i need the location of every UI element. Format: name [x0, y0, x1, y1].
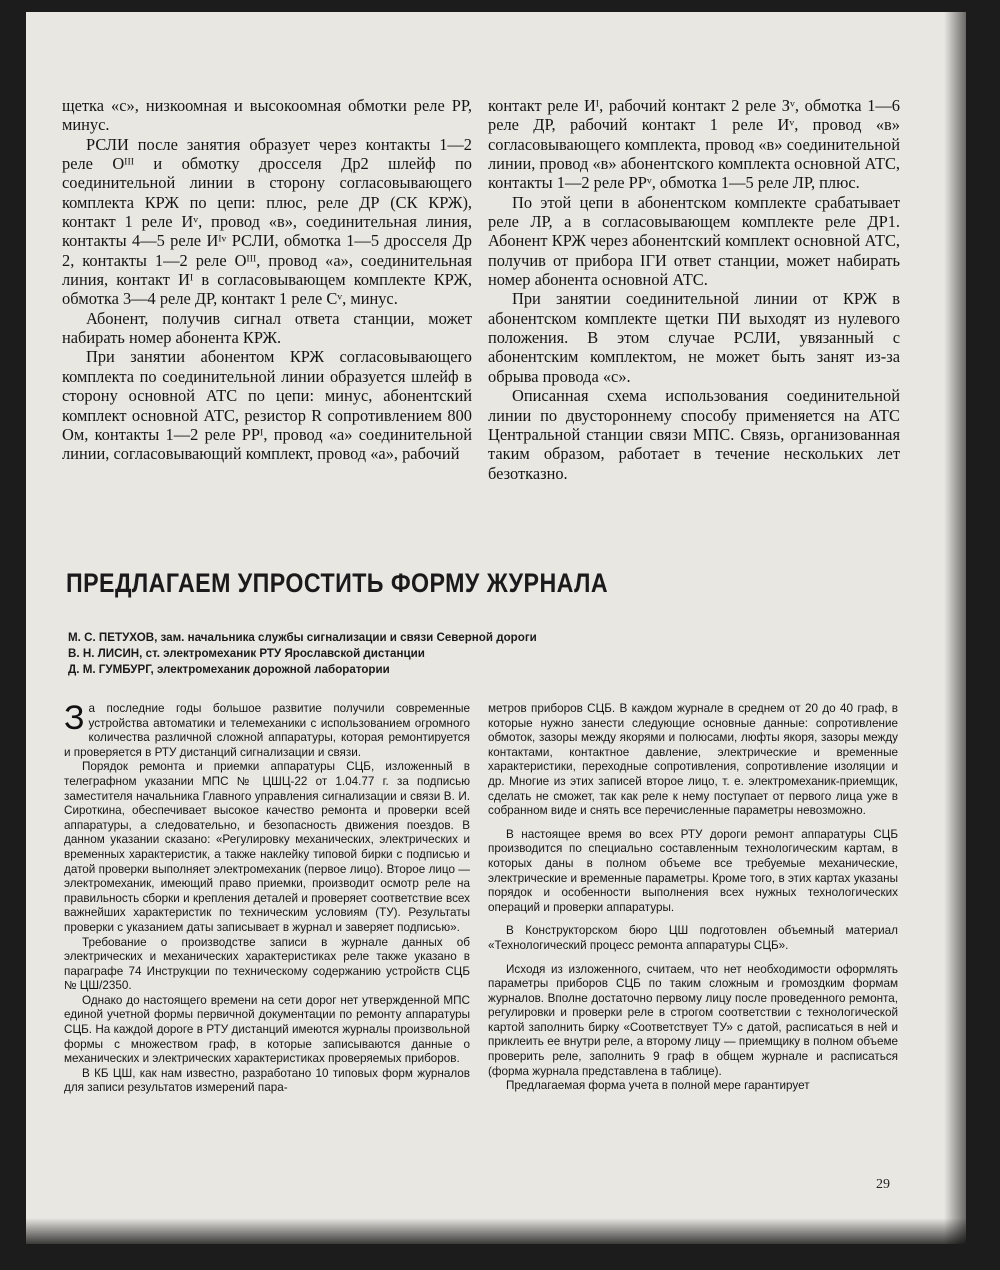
- bottom-left-column: [64, 699, 470, 1096]
- drop-cap: З: [64, 699, 85, 737]
- author-line: М. С. ПЕТУХОВ, зам. начальника службы сигнализации и связи Северной дороги: [68, 631, 537, 644]
- paragraph: Абонент, получив сигнал ответа станции, может набирать номер абонента КРЖ.: [62, 308, 472, 348]
- paragraph: щетка «с», низкоомная и высокоомная обмотки реле РР, минус.: [62, 96, 472, 135]
- paragraph: контакт реле Иᴵ, рабочий контакт 2 реле Зᵛ, обмотка 1—6 реле ДР, рабочий контакт 1 реле Иᵛ, провод «в» согласовывающего комплекта, провод «в» соединительной линии, провод «в» абонентского комплекта основной АТС, контакты 1—2 реле РРᵛ, обмотка 1—5 реле ЛР, плюс.: [488, 96, 900, 193]
- page-number: 29: [876, 1177, 890, 1192]
- scan-edge-shadow: [26, 1218, 966, 1244]
- magazine-page: [26, 12, 966, 1244]
- paragraph: В настоящее время во всех РТУ дороги ремонт аппаратуры СЦБ производится по специально составленным технологическим картам, в которых даны в полном объеме все требуемые механические, электрические и временные параметры. Кроме того, в этих картах указаны порядок и особенности выполнения всех нужных технологических операций и проверки аппаратуры.: [488, 827, 898, 914]
- paragraph: Описанная схема использования соединительной линии по двустороннему способу применяется на АТС Центральной станции связи МПС. Связь, организованная таким образом, работает в течение нескольких лет безотказно.: [488, 386, 900, 483]
- author-line: В. Н. ЛИСИН, ст. электромеханик РТУ Ярославской дистанции: [68, 647, 425, 660]
- paragraph: Исходя из изложенного, считаем, что нет необходимости оформлять параметры приборов СЦБ по таким сложным и громоздким формам журналов. Вполне достаточно первому лицу после проведенного ремонта, регулировки и проверки реле в строгом соответствии с технологической картой заполнить бирку «Соответствует ТУ» с датой, расписаться в ней и приклеить ее внутри реле, а второму лицу — приемщику в полном объеме проверить реле, заполнить 9 граф в общем журнале и расписаться (форма журнала представлена в таблице).: [488, 962, 898, 1078]
- article-headline: ПРЕДЛАГАЕМ УПРОСТИТЬ ФОРМУ ЖУРНАЛА: [66, 568, 609, 598]
- binding-shadow: [944, 12, 966, 1244]
- paragraph: При занятии соединительной линии от КРЖ в абонентском комплекте щетки ПИ выходят из нулевого положения. В этом случае РСЛИ, увязанный с абонентским комплектом, не может быть занят из-за обрыва провода «с».: [488, 289, 900, 386]
- paragraph: Требование о производстве записи в журнале данных об электрических и механических характеристиках реле также указано в параграфе 74 Инструкции по техническому содержанию устройств СЦБ № ЦШ/2350.: [64, 935, 470, 993]
- paragraph: Порядок ремонта и приемки аппаратуры СЦБ, изложенный в телеграфном указании МПС № ЦШЦ-22 от 1.04.77 г. за подписью заместителя начальника Главного управления сигнализации и связи В. И. Сироткина, обеспечивает высокое качество ремонта и проверки всей аппаратуры, а следовательно, и безопасность движения поездов. В данном указании сказано: «Регулировку механических, электрических и временных характеристик, а также наклейку типовой бирки с подписью и датой проверки выполняет электромеханик (первое лицо). Второе лицо — электромеханик, имеющий право приемки, производит осмотр реле на правильность сборки и крепления деталей и проверяет соответствие всех важнейших характеристик по техническим условиям (ТУ). Результаты проверки с указанием даты записывает в журнал и заверяет подписью».: [64, 760, 470, 934]
- paragraph: Предлагаемая форма учета в полной мере гарантирует: [506, 1079, 810, 1093]
- paragraph: В Конструкторском бюро ЦШ подготовлен объемный материал «Технологический процесс ремонта аппаратуры СЦБ».: [488, 924, 898, 952]
- paragraph: В КБ ЦШ, как нам известно, разработано 10 типовых форм журналов для записи результатов измерений пара-: [64, 1066, 470, 1095]
- bottom-right-column: [488, 702, 898, 1094]
- paragraph: Однако до настоящего времени на сети дорог нет утвержденной МПС единой учетной формы первичной документации по ремонту аппаратуры СЦБ. На каждой дороге в РТУ дистанций имеются журналы произвольной формы с множеством граф, в которые записываются данные о механических и электрических характеристиках проверяемых приборов.: [64, 993, 470, 1066]
- lead-text: а последние годы большое развитие получили современные устройства автоматики и телемеханики с использованием огромного количества различной сложной аппаратуры, которая ремонтируется и проверяется в РТУ дистанций сигнализации и связи.: [64, 702, 470, 759]
- lead-paragraph: [64, 699, 470, 760]
- paragraph: метров приборов СЦБ. В каждом журнале в среднем от 20 до 40 граф, в которые нужно занести следующие основные данные: сопротивление обмоток, зазоры между якорями и полюсами, люфты якоря, зазоры между контактами, контактное давление, электрические и временные характеристики, переходные сопротивления, сопротивление изоляции и др. Многие из этих записей второе лицо, т. е. электромеханик-приемщик, сделать не сможет, так как реле к нему поступает от первого лица уже в собранном виде и снять все перечисленные параметры невозможно.: [488, 702, 898, 818]
- author-line: Д. М. ГУМБУРГ, электромеханик дорожной лаборатории: [68, 663, 390, 676]
- paragraph: При занятии абонентом КРЖ согласовывающего комплекта по соединительной линии образуется шлейф в сторону основной АТС по цепи: минус, абонентский комплект основной АТС, резистор R сопротивлением 800 Ом, контакты 1—2 реле РРᴵ, провод «а» соединительной линии, согласовывающий комплект, провод «а», рабочий: [62, 347, 472, 464]
- top-right-column: [488, 96, 900, 483]
- paragraph: По этой цепи в абонентском комплекте срабатывает реле ЛР, а в согласовывающем комплекте реле ДР1. Абонент КРЖ через абонентский комплект основной АТС, получив от прибора IГИ ответ станции, может набирать номер абонента основной АТС.: [488, 192, 900, 290]
- paragraph: РСЛИ после занятия образует через контакты 1—2 реле Oᴵᴵᴵ и обмотку дросселя Др2 шлейф по соединительной линии в сторону согласовывающего комплекта КРЖ по цепи: плюс, реле ДР (СК КРЖ), контакт 1 реле Иᵛ, провод «в», соединительная линия, контакты 4—5 реле Иᴵᵛ РСЛИ, обмотка 1—5 дросселя Др 2, контакты 1—2 реле Oᴵᴵᴵ, провод «а», соединительная линия, контакт Иᴵ в согласовывающем комплекте КРЖ, обмотка 3—4 реле ДР, контакт 1 реле Сᵛ, минус.: [62, 134, 472, 309]
- top-left-column: [62, 96, 472, 464]
- author-list: [68, 630, 928, 678]
